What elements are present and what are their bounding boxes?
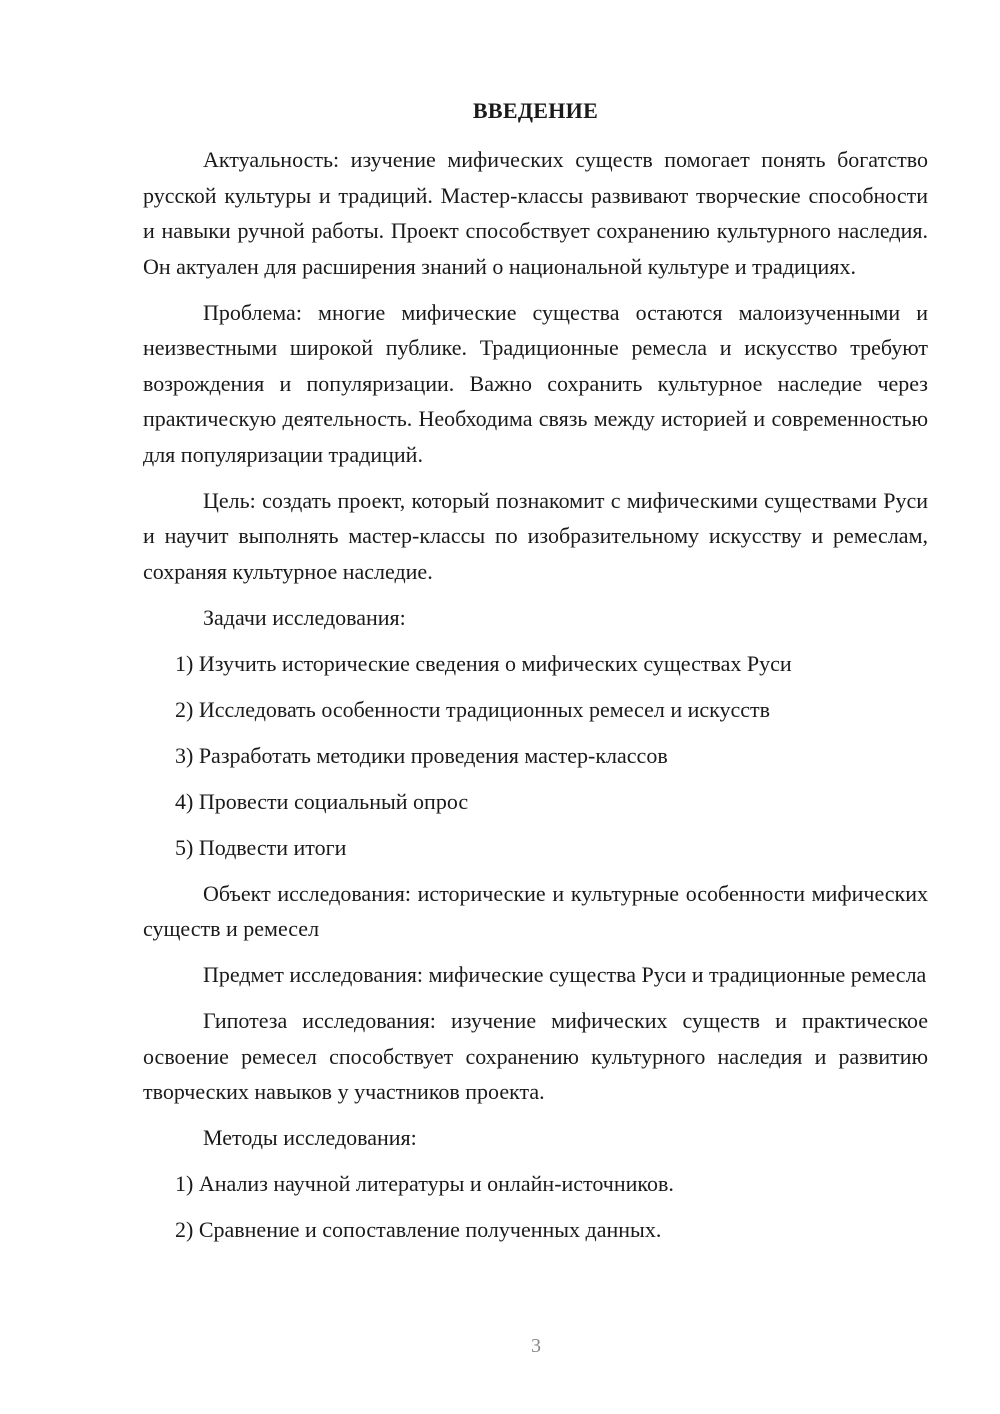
method-item-1: 1) Анализ научной литературы и онлайн-источников.: [175, 1171, 674, 1196]
task-item-2: 2) Исследовать особенности традиционных ремесел и искусств: [175, 696, 771, 722]
tasks-title: Задачи исследования:: [203, 604, 406, 630]
task-item-3: 3) Разработать методики проведения мастер-классов: [175, 742, 668, 768]
relevance-paragraph: Актуальность: изучение мифических существ помогает понять богатство русской культуры и традиций. Мастер-классы развивают творческие способности и навыки ручной работы. Проект способствует сохранению культурного наследия. Он актуален для расширения знаний о национальной культуре и традициях.: [143, 147, 928, 279]
goal-paragraph: Цель: создать проект, который познакомит с мифическими существами Руси и научит выполнять мастер-классы по изобразительному искусству и ремеслам, сохраняя культурное наследие.: [143, 487, 928, 584]
section-heading: ВВЕДЕНИЕ: [472, 98, 599, 123]
task-item-1: 1) Изучить исторические сведения о мифических существах Руси: [175, 650, 792, 676]
document-body: [143, 142, 928, 1258]
problem-paragraph: Проблема: многие мифические существа остаются малоизученными и неизвестными широкой публике. Традиционные ремесла и искусство требуют возрождения и популяризации. Важно сохранить культурное наследие через практическую деятельность. Необходима связь между историей и современностью для популяризации традиций.: [143, 299, 928, 467]
subject-paragraph: Предмет исследования: мифические существа Руси и традиционные ремесла: [203, 962, 927, 987]
task-item-4: 4) Провести социальный опрос: [175, 788, 469, 814]
page-number: 3: [531, 1335, 541, 1357]
methods-title: Методы исследования:: [203, 1125, 417, 1150]
object-paragraph: Объект исследования: исторические и культурные особенности мифических существ и ремесел: [143, 880, 928, 941]
hypothesis-paragraph: Гипотеза исследования: изучение мифических существ и практическое освоение ремесел способствует сохранению культурного наследия и развитию творческих навыков у участников проекта.: [143, 1008, 928, 1104]
method-item-2: 2) Сравнение и сопоставление полученных данных.: [175, 1217, 662, 1242]
task-item-5: 5) Подвести итоги: [175, 834, 347, 860]
